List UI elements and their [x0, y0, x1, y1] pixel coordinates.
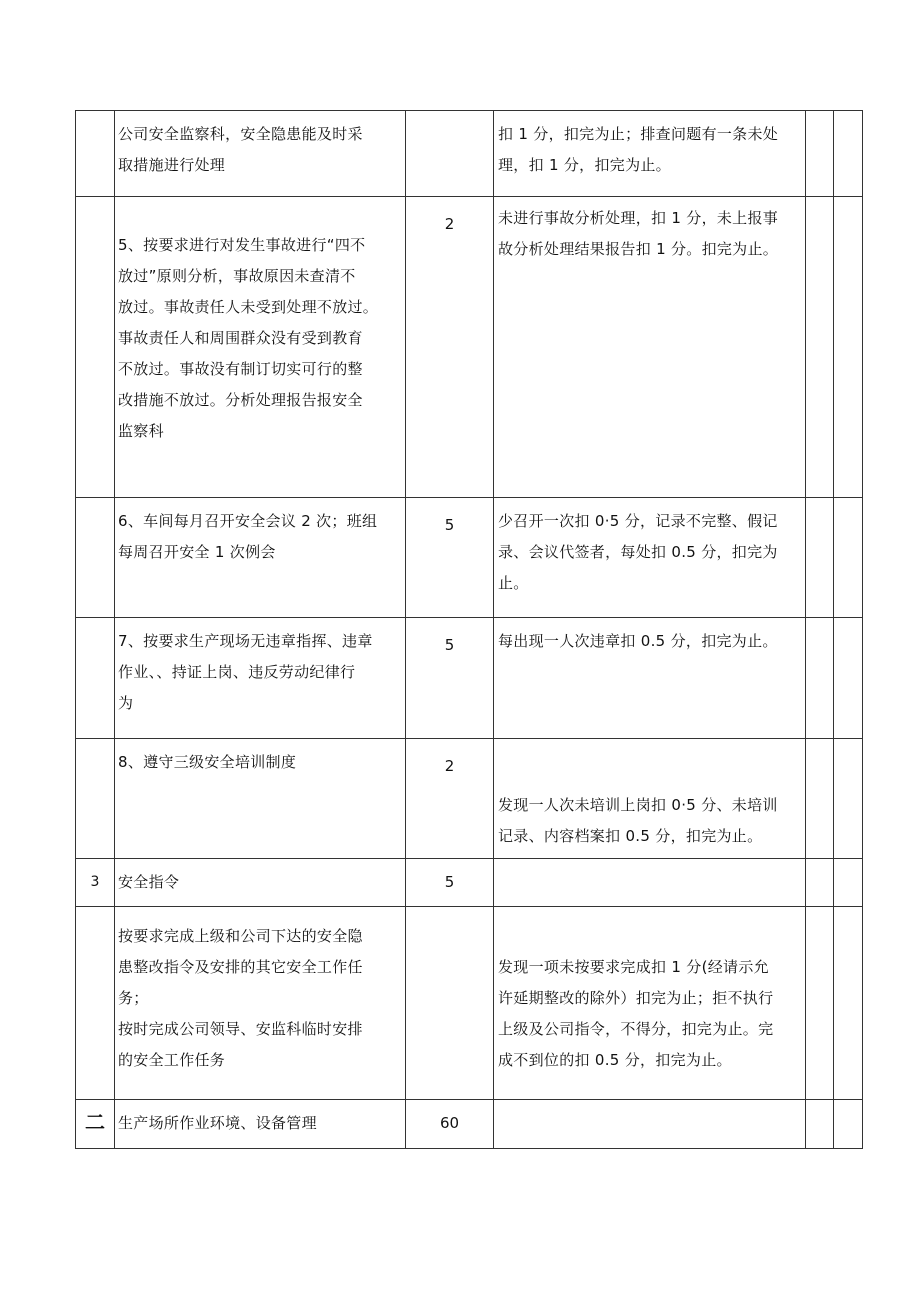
- blank-cell: [806, 618, 834, 739]
- row-number-cell: [76, 197, 115, 498]
- score-text: 60: [439, 1114, 460, 1132]
- blank-cell: [806, 1100, 834, 1149]
- table-row: [76, 498, 863, 618]
- score-cell: [406, 907, 494, 1100]
- item-text: 5、按要求进行对发生事故进行“四不 放过”原则分析，事故原因未查清不 放过。事故责任人未受到处理不放过。 事故责任人和周围群众没有受到教育 不放过。事故没有制订切实可行的整 改措施不放过。分析处理报告报安全 监察科: [118, 236, 379, 440]
- score-text: 5: [444, 516, 455, 534]
- blank-cell: [806, 907, 834, 1100]
- item-cell: [115, 197, 406, 498]
- table-row: [76, 111, 863, 197]
- rule-cell: [494, 739, 806, 859]
- item-text: 按要求完成上级和公司下达的安全隐 患整改指令及安排的其它安全工作任 务； 按时完成公司领导、安监科临时安排 的安全工作任务: [118, 927, 363, 1069]
- score-cell: [406, 498, 494, 618]
- item-cell: [115, 907, 406, 1100]
- rule-text: 发现一项未按要求完成扣 1 分(经请示允 许延期整改的除外）扣完为止；拒不执行 上级及公司指令，不得分，扣完为止。完 成不到位的扣 0.5 分，扣完为止。: [498, 958, 774, 1069]
- score-text: [406, 111, 493, 123]
- blank-cell: [806, 859, 834, 907]
- row-number-cell: [76, 498, 115, 618]
- rule-text: 发现一人次未培训上岗扣 0·5 分、未培训 记录、内容档案扣 0.5 分，扣完为止。: [498, 796, 778, 845]
- rule-text: 少召开一次扣 0·5 分，记录不完整、假记 录、会议代签者，每处扣 0.5 分，扣完为 止。: [498, 512, 778, 592]
- item-text: 6、车间每月召开安全会议 2 次；班组 每周召开安全 1 次例会: [118, 512, 378, 561]
- blank-cell: [834, 907, 863, 1100]
- rule-text: 每出现一人次违章扣 0.5 分，扣完为止。: [498, 632, 778, 650]
- score-cell: [406, 739, 494, 859]
- score-text: 2: [444, 215, 455, 233]
- blank-cell: [806, 498, 834, 618]
- table-row: [76, 859, 863, 907]
- score-cell: [406, 197, 494, 498]
- item-text: 生产场所作业环境、设备管理: [118, 1114, 317, 1132]
- rule-text: [494, 859, 805, 873]
- rule-text: [494, 1100, 805, 1114]
- item-text: 安全指令: [118, 873, 180, 891]
- score-text: 2: [444, 757, 455, 775]
- blank-cell: [834, 859, 863, 907]
- item-cell: [115, 498, 406, 618]
- row-number-cell: [76, 907, 115, 1100]
- row-number-cell: 3: [76, 859, 115, 907]
- score-cell: [406, 1100, 494, 1149]
- rule-cell: [494, 498, 806, 618]
- blank-cell: [834, 197, 863, 498]
- blank-cell: [834, 739, 863, 859]
- blank-cell: [806, 197, 834, 498]
- blank-cell: [834, 1100, 863, 1149]
- score-text: 5: [444, 636, 455, 654]
- table-row: [76, 618, 863, 739]
- item-text: 公司安全监察科，安全隐患能及时采 取措施进行处理: [118, 125, 363, 174]
- score-cell: [406, 618, 494, 739]
- assessment-table: [75, 110, 863, 1149]
- rule-text: 未进行事故分析处理，扣 1 分，未上报事 故分析处理结果报告扣 1 分。扣完为止。: [498, 209, 779, 258]
- item-cell: [115, 859, 406, 907]
- item-cell: [115, 1100, 406, 1149]
- row-number-cell: [76, 739, 115, 859]
- blank-cell: [834, 498, 863, 618]
- rule-cell: [494, 1100, 806, 1149]
- row-number-cell: [76, 111, 115, 197]
- table-row: [76, 1100, 863, 1149]
- table-row: [76, 197, 863, 498]
- blank-cell: [806, 111, 834, 197]
- item-text: 7、按要求生产现场无违章指挥、违章 作业、、持证上岗、违反劳动纪律行 为: [118, 632, 373, 712]
- blank-cell: [834, 111, 863, 197]
- item-text: 8、遵守三级安全培训制度: [118, 753, 297, 771]
- score-cell: [406, 111, 494, 197]
- blank-cell: [834, 618, 863, 739]
- rule-cell: [494, 197, 806, 498]
- score-text: [406, 907, 493, 919]
- item-cell: [115, 111, 406, 197]
- blank-cell: [806, 739, 834, 859]
- rule-text: 扣 1 分，扣完为止；排查问题有一条未处 理，扣 1 分，扣完为止。: [498, 125, 779, 174]
- table-row: [76, 739, 863, 859]
- rule-cell: [494, 907, 806, 1100]
- rule-cell: [494, 111, 806, 197]
- score-cell: [406, 859, 494, 907]
- item-cell: [115, 618, 406, 739]
- score-text: 5: [444, 873, 455, 891]
- item-cell: [115, 739, 406, 859]
- rule-cell: [494, 618, 806, 739]
- table-row: [76, 907, 863, 1100]
- row-number-cell: 二: [76, 1100, 115, 1149]
- row-number-cell: [76, 618, 115, 739]
- rule-cell: [494, 859, 806, 907]
